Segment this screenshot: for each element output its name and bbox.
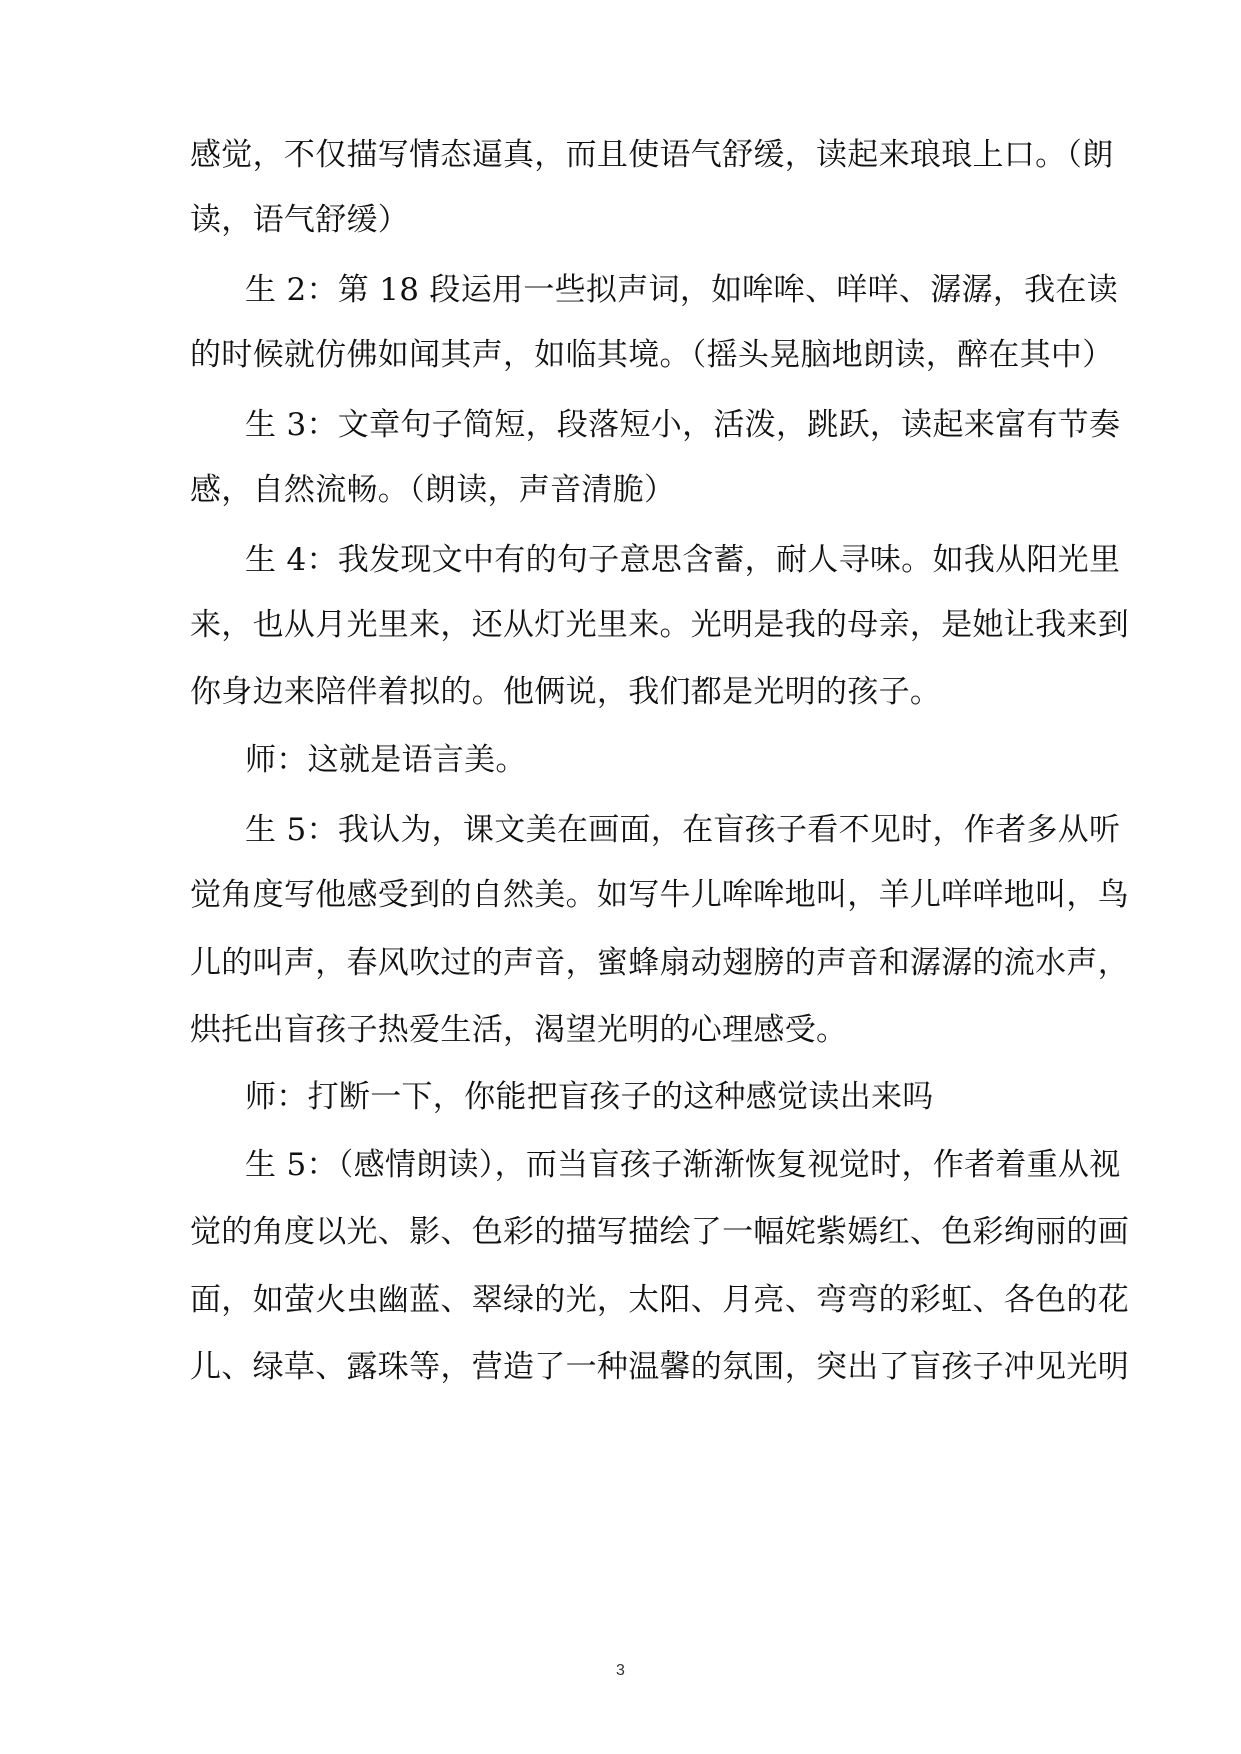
paragraph-line: 生 5：我认为，课文美在画面，在盲孩子看不见时，作者多从听 — [245, 812, 1121, 848]
text-line: 感，自然流畅。（朗读，声音清脆） — [190, 472, 676, 508]
text-line: 烘托出盲孩子热爱生活，渴望光明的心理感受。 — [190, 1012, 848, 1048]
paragraph-line: 生 3：文章句子简短，段落短小，活泼，跳跃，读起来富有节奏 — [245, 407, 1121, 443]
page-number: 3 — [616, 1662, 625, 1679]
text-line: 儿的叫声，春风吹过的声音，蜜蜂扇动翅膀的声音和潺潺的流水声， — [190, 945, 1129, 981]
paragraph-line: 师：打断一下，你能把盲孩子的这种感觉读出来吗 — [245, 1079, 934, 1115]
text-line: 读，语气舒缓） — [190, 202, 410, 238]
text-line: 来，也从月光里来，还从灯光里来。光明是我的母亲，是她让我来到 — [190, 607, 1129, 643]
paragraph-line: 生 5：（感情朗读），而当盲孩子渐渐恢复视觉时，作者着重从视 — [245, 1147, 1121, 1183]
text-line: 的时候就仿佛如闻其声，如临其境。（摇头晃脑地朗读，醉在其中） — [190, 337, 1114, 373]
text-line: 觉角度写他感受到的自然美。如写牛儿哞哞地叫，羊儿咩咩地叫，鸟 — [190, 877, 1129, 913]
text-line: 觉的角度以光、影、色彩的描写描绘了一幅姹紫嫣红、色彩绚丽的画 — [190, 1214, 1129, 1250]
paragraph-line: 生 2：第 18 段运用一些拟声词，如哞哞、咩咩、潺潺，我在读 — [245, 272, 1119, 308]
text-line: 面，如萤火虫幽蓝、翠绿的光，太阳、月亮、弯弯的彩虹、各色的花 — [190, 1282, 1129, 1318]
paragraph-line: 师：这就是语言美。 — [245, 742, 527, 778]
paragraph-line: 生 4：我发现文中有的句子意思含蓄，耐人寻味。如我从阳光里 — [245, 542, 1121, 578]
text-line: 感觉，不仅描写情态逼真，而且使语气舒缓，读起来琅琅上口。（朗 — [190, 137, 1114, 173]
text-line: 你身边来陪伴着拟的。他俩说，我们都是光明的孩子。 — [190, 674, 942, 710]
text-line: 儿、绿草、露珠等，营造了一种温馨的氛围，突出了盲孩子冲见光明 — [190, 1349, 1129, 1385]
